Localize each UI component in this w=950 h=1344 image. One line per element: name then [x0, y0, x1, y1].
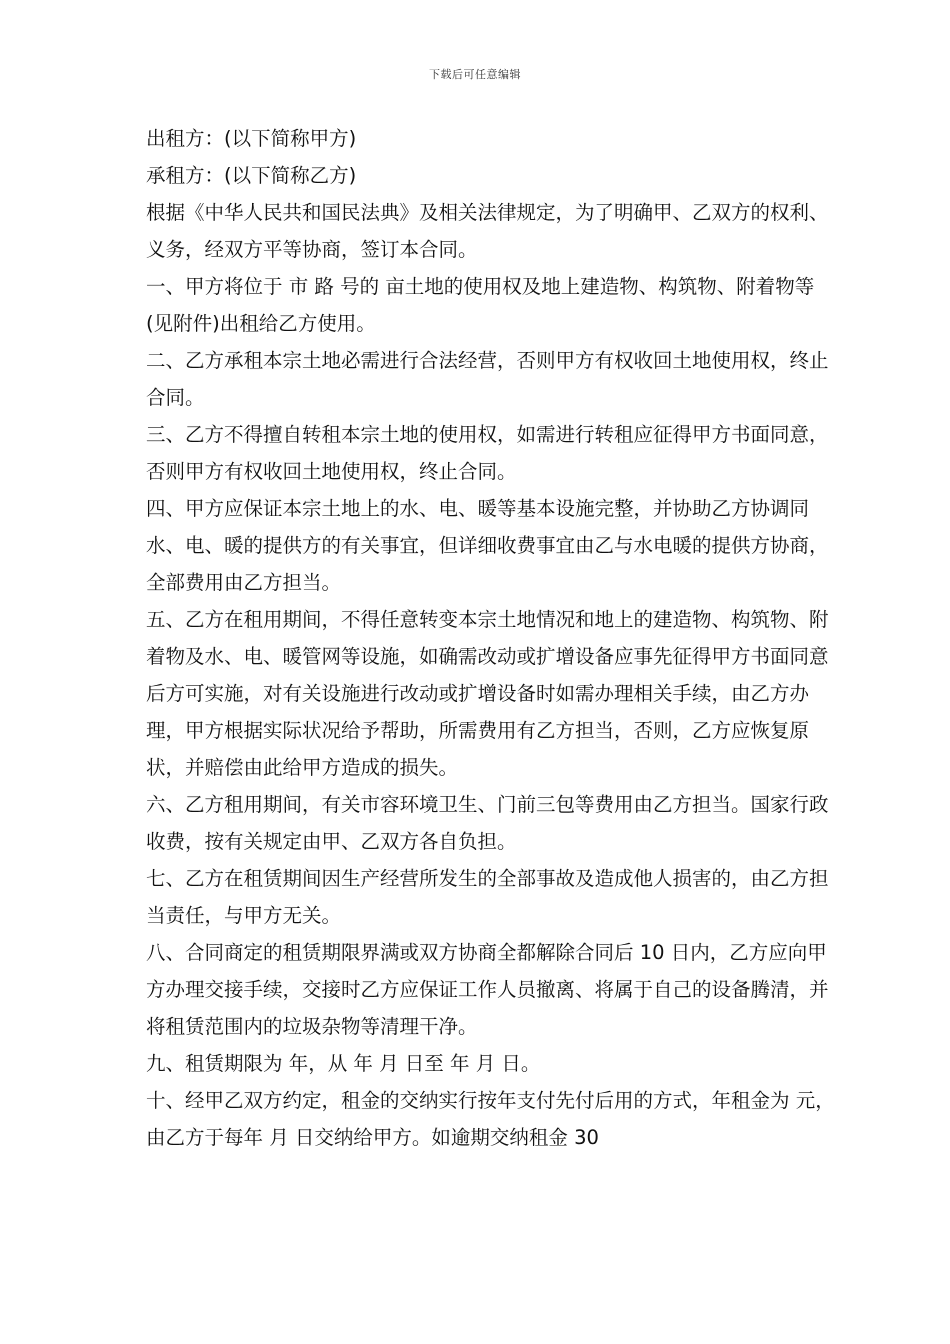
paragraph-clause-3: 三、乙方不得擅自转租本宗土地的使用权，如需进行转租应征得甲方书面同意，否则甲方有权收回土地使用权，终止合同。 — [146, 423, 829, 483]
paragraph-clause-10: 十、经甲乙双方约定，租金的交纳实行按年支付先付后用的方式，年租金为 元，由乙方于每年 月 日交纳给甲方。如逾期交纳租金 30 — [146, 1089, 835, 1149]
paragraph-clause-5: 五、乙方在租用期间，不得任意转变本宗土地情况和地上的建造物、构筑物、附着物及水、电、暖管网等设施，如确需改动或扩增设备应事先征得甲方书面同意后方可实施，对有关设施进行改动或扩增设备时如需办理相关手续，由乙方办理，甲方根据实际状况给予帮助，所需费用有乙方担当，否则，乙方应恢复原状，并赔偿由此给甲方造成的损失。 — [146, 608, 829, 779]
paragraph-clause-1: 一、甲方将位于 市 路 号的 亩土地的使用权及地上建造物、构筑物、附着物等(见附件)出租给乙方使用。 — [146, 275, 815, 335]
contract-body — [146, 120, 836, 1156]
paragraph-lessee: 承租方：(以下简称乙方) — [146, 164, 357, 187]
paragraph-clause-6: 六、乙方租用期间，有关市容环境卫生、门前三包等费用由乙方担当。国家行政收费，按有关规定由甲、乙双方各自负担。 — [146, 793, 829, 853]
paragraph-clause-9: 九、租赁期限为 年，从 年 月 日至 年 月 日。 — [146, 1052, 541, 1075]
header-note: 下载后可任意编辑 — [429, 68, 521, 81]
paragraph-clause-8: 八、合同商定的租赁期限界满或双方协商全都解除合同后 10 日内，乙方应向甲方办理交接手续，交接时乙方应保证工作人员撤离、将属于自己的设备腾清，并将租赁范围内的垃圾杂物等清理干净。 — [146, 941, 829, 1038]
paragraph-lessor: 出租方：(以下简称甲方) — [146, 127, 357, 150]
paragraph-clause-2: 二、乙方承租本宗土地必需进行合法经营，否则甲方有权收回土地使用权，终止合同。 — [146, 349, 829, 409]
paragraph-preamble: 根据《中华人民共和国民法典》及相关法律规定，为了明确甲、乙双方的权利、义务，经双方平等协商，签订本合同。 — [146, 201, 829, 261]
paragraph-clause-7: 七、乙方在租赁期间因生产经营所发生的全部事故及造成他人损害的，由乙方担当责任，与甲方无关。 — [146, 867, 829, 927]
paragraph-clause-4: 四、甲方应保证本宗土地上的水、电、暖等基本设施完整，并协助乙方协调同水、电、暖的提供方的有关事宜，但详细收费事宜由乙与水电暖的提供方协商，全部费用由乙方担当。 — [146, 497, 829, 594]
